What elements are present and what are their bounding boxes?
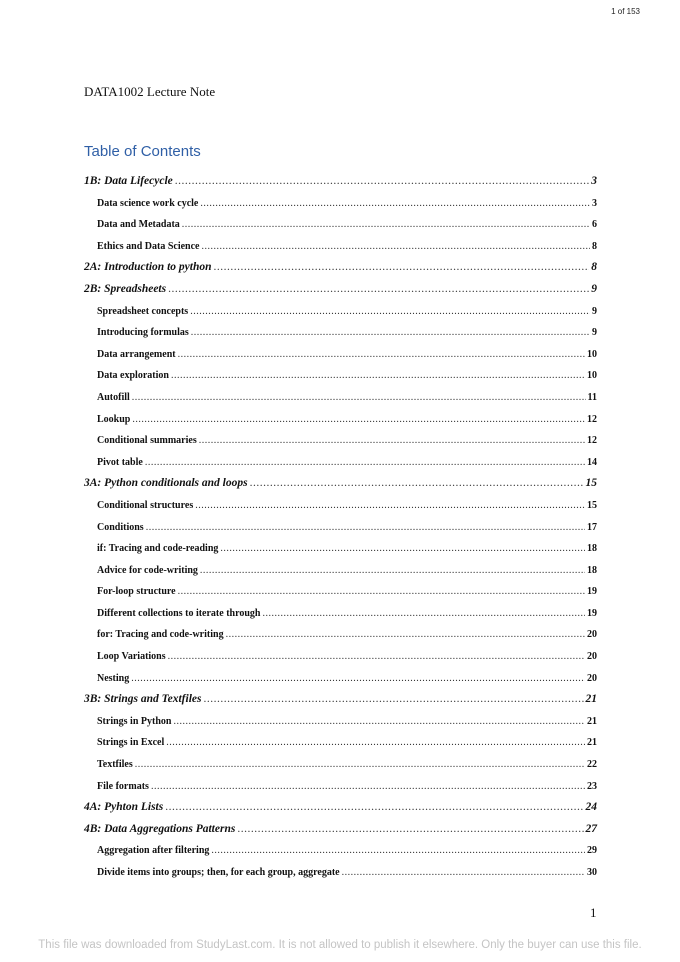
toc-entry-page-number: 19 [587, 607, 597, 619]
toc-entry-section[interactable] [84, 646, 597, 668]
toc-entry-page-number: 23 [587, 780, 597, 792]
toc-entry-label: 2B: Spreadsheets [84, 282, 167, 295]
download-watermark: This file was downloaded from StudyLast.com. It is not allowed to publish it elsewhere. Only the buyer can use this file. [38, 939, 642, 951]
toc-dot-leader [131, 668, 585, 690]
toc-entry-label: for: Tracing and code-writing [97, 629, 224, 641]
toc-entry-page-number: 10 [587, 370, 597, 382]
toc-dot-leader [146, 517, 585, 539]
toc-entry-label: Ethics and Data Science [97, 240, 200, 252]
toc-entry-page-number: 18 [587, 564, 597, 576]
toc-dot-leader [342, 862, 585, 884]
toc-dot-leader [199, 430, 585, 452]
toc-dot-leader [203, 689, 583, 711]
toc-entry-label: 3B: Strings and Textfiles [84, 693, 202, 706]
toc-dot-leader [168, 279, 589, 301]
toc-entry-section[interactable] [84, 365, 597, 387]
toc-entry-label: Aggregation after filtering [97, 845, 210, 857]
toc-entry-chapter[interactable] [84, 689, 597, 711]
toc-entry-page-number: 3 [592, 197, 597, 209]
toc-entry-section[interactable] [84, 603, 597, 625]
toc-entry-page-number: 14 [587, 456, 597, 468]
footer-page-number: 1 [590, 905, 597, 920]
toc-entry-page-number: 20 [587, 651, 597, 663]
toc-entry-page-number: 17 [587, 521, 597, 533]
toc-entry-label: 2A: Introduction to python [84, 261, 212, 274]
toc-entry-section[interactable] [84, 214, 597, 236]
toc-entry-page-number: 12 [587, 435, 597, 447]
toc-entry-page-number: 8 [592, 240, 597, 252]
toc-dot-leader [175, 171, 589, 193]
toc-entry-page-number: 11 [587, 391, 597, 403]
toc-dot-leader [214, 257, 590, 279]
toc-entry-chapter[interactable] [84, 171, 597, 193]
toc-entry-label: 3A: Python conditionals and loops [84, 477, 248, 490]
toc-dot-leader [166, 732, 585, 754]
toc-dot-leader [168, 646, 585, 668]
toc-entry-section[interactable] [84, 732, 597, 754]
toc-entry-section[interactable] [84, 387, 597, 409]
toc-entry-section[interactable] [84, 430, 597, 452]
toc-dot-leader [178, 581, 585, 603]
toc-entry-section[interactable] [84, 344, 597, 366]
toc-dot-leader [171, 365, 585, 387]
toc-entry-page-number: 8 [591, 261, 597, 274]
toc-entry-label: Data science work cycle [97, 197, 199, 209]
toc-dot-leader [135, 754, 585, 776]
toc-entry-label: Conditional summaries [97, 435, 197, 447]
toc-entry-label: Pivot table [97, 456, 143, 468]
toc-entry-page-number: 20 [587, 672, 597, 684]
toc-entry-label: Data and Metadata [97, 219, 180, 231]
toc-entry-label: Advice for code-writing [97, 564, 198, 576]
toc-dot-leader [250, 473, 584, 495]
toc-entry-label: Data exploration [97, 370, 169, 382]
toc-dot-leader [226, 624, 585, 646]
toc-entry-label: Autofill [97, 391, 130, 403]
toc-entry-label: Textfiles [97, 759, 133, 771]
toc-entry-page-number: 21 [585, 693, 597, 706]
toc-dot-leader [200, 560, 585, 582]
toc-dot-leader [237, 819, 583, 841]
toc-entry-label: Lookup [97, 413, 131, 425]
toc-entry-label: For-loop structure [97, 586, 176, 598]
toc-dot-leader [190, 301, 590, 323]
toc-entry-section[interactable] [84, 840, 597, 862]
toc-entry-section[interactable] [84, 452, 597, 474]
toc-entry-page-number: 24 [585, 801, 597, 814]
toc-dot-leader [165, 797, 583, 819]
toc-entry-label: 4B: Data Aggregations Patterns [84, 822, 236, 835]
toc-entry-label: 4A: Pyhton Lists [84, 801, 164, 814]
toc-dot-leader [200, 193, 590, 215]
toc-entry-chapter[interactable] [84, 797, 597, 819]
toc-entry-section[interactable] [84, 862, 597, 884]
toc-entry-label: Loop Variations [97, 651, 166, 663]
toc-dot-leader [145, 452, 585, 474]
toc-entry-label: Divide items into groups; then, for each group, aggregate [97, 867, 340, 878]
table-of-contents [84, 171, 597, 884]
toc-entry-page-number: 10 [587, 348, 597, 360]
toc-dot-leader [262, 603, 585, 625]
toc-entry-label: Conditional structures [97, 499, 194, 511]
toc-entry-label: Nesting [97, 672, 130, 684]
toc-entry-page-number: 19 [587, 586, 597, 598]
toc-entry-chapter[interactable] [84, 257, 597, 279]
toc-dot-leader [202, 236, 591, 258]
toc-dot-leader [173, 711, 585, 733]
toc-entry-page-number: 30 [587, 867, 597, 878]
toc-entry-label: Spreadsheet concepts [97, 305, 189, 317]
toc-entry-section[interactable] [84, 517, 597, 539]
toc-entry-page-number: 15 [587, 499, 597, 511]
toc-entry-label: if: Tracing and code-reading [97, 543, 219, 555]
toc-entry-section[interactable] [84, 711, 597, 733]
toc-entry-page-number: 20 [587, 629, 597, 641]
toc-entry-label: Strings in Python [97, 715, 172, 727]
toc-entry-page-number: 22 [587, 759, 597, 771]
toc-entry-section[interactable] [84, 538, 597, 560]
toc-entry-page-number: 9 [591, 282, 597, 295]
toc-entry-label: 1B: Data Lifecycle [84, 175, 173, 187]
toc-entry-page-number: 29 [587, 845, 597, 857]
toc-entry-section[interactable] [84, 409, 597, 431]
toc-dot-leader [220, 538, 585, 560]
toc-dot-leader [191, 322, 590, 344]
toc-entry-label: Strings in Excel [97, 737, 165, 749]
toc-dot-leader [195, 495, 585, 517]
toc-dot-leader [132, 409, 585, 431]
toc-entry-section[interactable] [84, 495, 597, 517]
toc-entry-page-number: 27 [585, 822, 597, 835]
toc-entry-page-number: 21 [587, 737, 597, 749]
toc-dot-leader [151, 776, 585, 798]
toc-entry-section[interactable] [84, 581, 597, 603]
page-counter: 1 of 153 [611, 7, 640, 16]
toc-entry-page-number: 15 [585, 477, 597, 490]
toc-entry-label: File formats [97, 780, 149, 792]
toc-entry-chapter[interactable] [84, 279, 597, 301]
toc-entry-label: Conditions [97, 521, 144, 533]
toc-entry-page-number: 18 [587, 543, 597, 555]
toc-dot-leader [182, 214, 590, 236]
toc-heading: Table of Contents [84, 143, 201, 160]
toc-dot-leader [132, 387, 586, 409]
toc-entry-page-number: 3 [591, 175, 597, 187]
toc-entry-page-number: 9 [592, 327, 597, 339]
toc-entry-page-number: 6 [592, 219, 597, 231]
toc-entry-section[interactable] [84, 668, 597, 690]
toc-entry-section[interactable] [84, 322, 597, 344]
toc-entry-section[interactable] [84, 776, 597, 798]
toc-entry-section[interactable] [84, 624, 597, 646]
toc-entry-section[interactable] [84, 754, 597, 776]
document-header-title: DATA1002 Lecture Note [84, 84, 216, 99]
toc-entry-section[interactable] [84, 236, 597, 258]
toc-dot-leader [211, 840, 585, 862]
toc-dot-leader [178, 344, 585, 366]
toc-entry-chapter[interactable] [84, 473, 597, 495]
toc-entry-section[interactable] [84, 560, 597, 582]
toc-entry-label: Different collections to iterate through [97, 607, 261, 619]
toc-entry-page-number: 9 [592, 305, 597, 317]
toc-entry-chapter[interactable] [84, 819, 597, 841]
toc-entry-section[interactable] [84, 193, 597, 215]
toc-entry-page-number: 12 [587, 413, 597, 425]
toc-entry-page-number: 21 [587, 715, 597, 727]
toc-entry-label: Introducing formulas [97, 327, 189, 339]
toc-entry-section[interactable] [84, 301, 597, 323]
toc-entry-label: Data arrangement [97, 348, 176, 360]
